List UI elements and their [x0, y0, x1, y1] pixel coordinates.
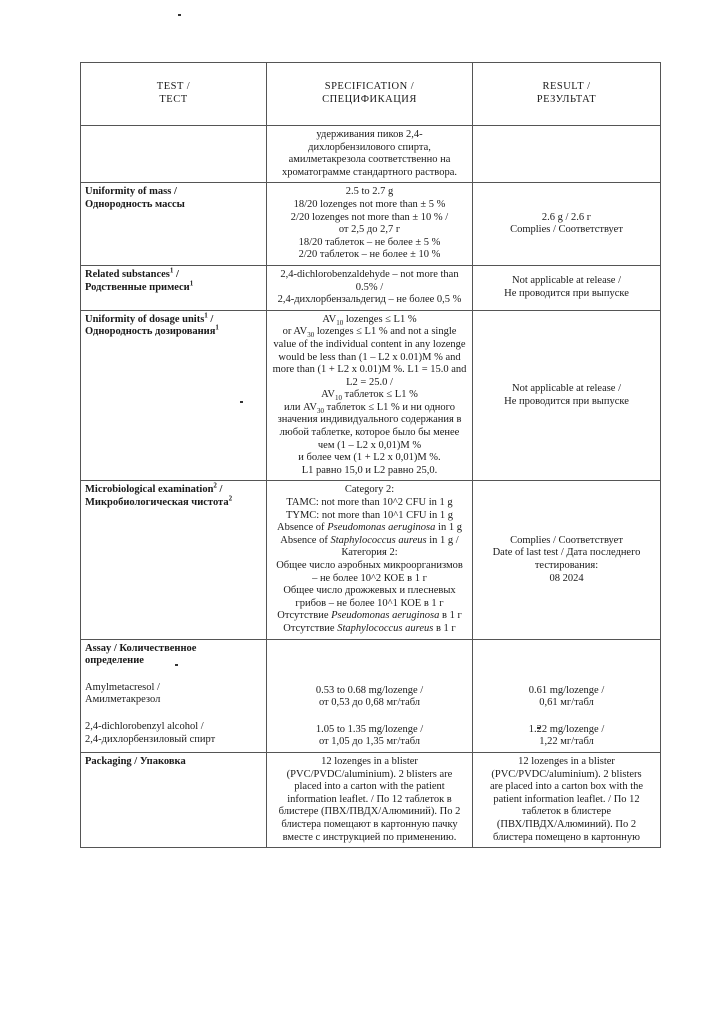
table-row-continuation [81, 126, 661, 183]
result-cell: 2.6 g / 2.6 г Complies / Соответствует [473, 183, 661, 266]
specification-table [80, 62, 661, 848]
table-row-assay [81, 639, 661, 752]
footnote-mark: 2 [228, 494, 233, 503]
test-cell: Related substances$^1$ / Родственные примеси$^1$ [81, 265, 267, 310]
header-specification: SPECIFICATION / СПЕЦИФИКАЦИЯ [267, 63, 473, 126]
spec-cell: удерживания пиков 2,4- дихлорбензилового спирта, амилметакрезола соответственно на хроматограмме стандартного раствора. [267, 126, 473, 183]
footnote-mark: 1 [189, 279, 194, 288]
test-cell [81, 126, 267, 183]
footnote-mark: 1 [169, 266, 174, 275]
footnote-mark: 2 [213, 481, 217, 490]
result-cell: Complies / Соответствует Date of last test / Дата последнего тестирования: 08 2024 [473, 481, 661, 639]
table-row-uniformity-of-dosage [81, 310, 661, 481]
footnote-mark: 1 [215, 323, 219, 332]
result-cell: 12 lozenges in a blister (PVC/PVDC/aluminium). 2 blisters are placed into a carton box with the patient information leaflet. / По 12 таблеток в блистере (ПВХ/ПВДХ/Алюминий). По 2 блистера помещено в картонную [473, 752, 661, 847]
result-cell: Not applicable at release / Не проводится при выпуске [473, 310, 661, 481]
test-cell: Uniformity of mass / Однородность массы [81, 183, 267, 266]
spec-cell: Category 2: TAMC: not more than 10^2 CFU in 1 g TYMC: not more than 10^1 CFU in 1 g Absence of Pseudomonas aeruginosa in 1 g Absence of Staphylococcus aureus in 1 g / Категория 2: Общее число аэробных микроорганизмов – не более 10^2 КОЕ в 1 г Общее число дрожжевых и плесневых грибов – не более 10^1 КОЕ в 1 г Отсутствие Pseudomonas aeruginosa в 1 г Отсутствие Staphylococcus aureus в 1 г [267, 481, 473, 639]
spec-cell: 12 lozenges in a blister (PVC/PVDC/aluminium). 2 blisters are placed into a carton with the patient information leaflet. / По 12 таблеток в блистере (ПВХ/ПВДХ/Алюминий). По 2 блистера помещают в картонную пачку вместе с инструкцией по применению. [267, 752, 473, 847]
test-cell: Assay / Количественное определение Amylmetacresol / Амилметакрезол 2,4-dichlorobenzyl alcohol / 2,4-дихлорбензиловый спирт [81, 639, 267, 752]
table-row-packaging [81, 752, 661, 847]
test-cell: Microbiological examination$^2$ / Микробиологическая чистота$^2$ [81, 481, 267, 639]
result-cell: Not applicable at release / Не проводится при выпуске [473, 265, 661, 310]
scan-speck [178, 14, 181, 16]
table-header-row [81, 63, 661, 126]
result-cell: 0.61 mg/lozenge / 0,61 мг/табл 1.22 mg/lozenge / 1,22 мг/табл [473, 639, 661, 752]
table-row-related-substances [81, 265, 661, 310]
table-row-uniformity-of-mass [81, 183, 661, 266]
spec-cell: 2,4-dichlorobenzaldehyde – not more than 0.5% / 2,4-дихлорбензальдегид – не более 0,5 % [267, 265, 473, 310]
test-cell: Uniformity of dosage units$^1$ / Однородность дозирования$^1$ [81, 310, 267, 481]
result-cell [473, 126, 661, 183]
spec-cell: $AV_{10}$ lozenges ≤ L1 % or $AV_{30}$ lozenges ≤ L1 % and not a single value of the individual content in any lozenge would be less than (1 – L2 x 0.01)M % and more than (1 + L2 x 0.01)M %. L1 = 15.0 and L2 = 25.0 / $AV_{10}$ таблеток ≤ L1 % или $AV_{30}$ таблеток ≤ L1 % и ни одного значения индивидуального содержания в любой таблетке, которое было бы менее чем (1 – L2 x 0,01)M % и более чем (1 + L2 x 0,01)M %. L1 равно 15,0 и L2 равно 25,0. [267, 310, 473, 481]
test-cell: Packaging / Упаковка [81, 752, 267, 847]
spec-cell: 2.5 to 2.7 g 18/20 lozenges not more than ± 5 % 2/20 lozenges not more than ± 10 % / от 2,5 до 2,7 г 18/20 таблеток – не более ± 5 % 2/20 таблеток – не более ± 10 % [267, 183, 473, 266]
spec-cell: 0.53 to 0.68 mg/lozenge / от 0,53 до 0,68 мг/табл 1.05 to 1.35 mg/lozenge / от 1,05 до 1,35 мг/табл [267, 639, 473, 752]
footnote-mark: 1 [204, 311, 208, 320]
header-test: TEST / ТЕСТ [81, 63, 267, 126]
header-result: RESULT / РЕЗУЛЬТАТ [473, 63, 661, 126]
table-row-microbiological [81, 481, 661, 639]
